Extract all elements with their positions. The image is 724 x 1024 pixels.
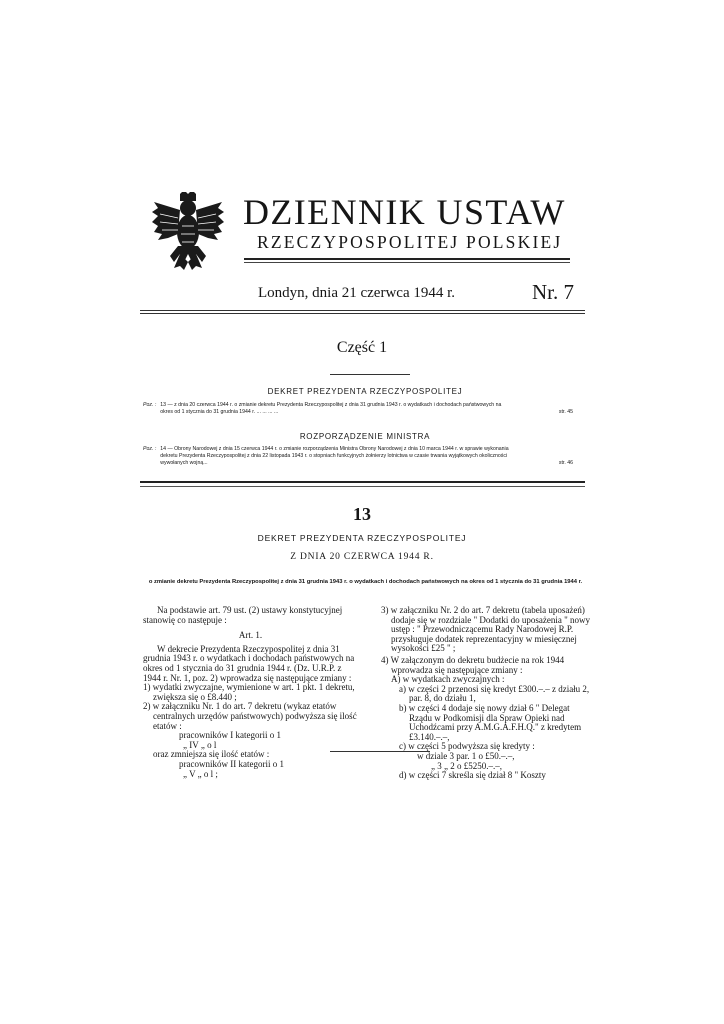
toc-entry xyxy=(143,402,573,416)
list-item: c) w części 5 podwyższa się kredyty : xyxy=(399,741,535,752)
list-item: „ IV „ o l xyxy=(183,739,217,750)
toc-entry-label: Poz. : xyxy=(143,446,157,452)
journal-title: DZIENNIK USTAW xyxy=(243,192,566,232)
list-item: b) w części 4 dodaje się nowy dział 6 " Delegat Rządu w Podkomisji dla Spraw Opieki nad Uchodźcami przy A.M.G.A.F.H.Q." z kredytem £3.140.–.–, xyxy=(399,702,582,742)
section-rule xyxy=(140,481,585,483)
part-rule xyxy=(330,374,410,375)
list-item: „ V „ o l ; xyxy=(183,768,218,779)
list-item: w dziale 3 par. 1 o £50.–.–, xyxy=(417,750,515,761)
issue-number: Nr. 7 xyxy=(532,280,574,304)
list-item: d) w części 7 skreśla się dział 8 " Koszty xyxy=(399,770,546,781)
list-item: oraz zmniejsza się ilość etatów : xyxy=(153,749,270,760)
right-column xyxy=(381,606,591,781)
decree-date: Z DNIA 20 CZERWCA 1944 R. xyxy=(290,552,434,562)
decree-heading: DEKRET PREZYDENTA RZECZYPOSPOLITEJ xyxy=(257,533,467,543)
list-item: 4) W załączonym do dekretu budżecie na rok 1944 wprowadza się następujące zmiany : xyxy=(381,654,565,675)
divider xyxy=(140,313,585,314)
toc-entry-page: str. 46 xyxy=(558,460,573,466)
part-heading: Część 1 xyxy=(336,339,388,356)
header-rule xyxy=(244,258,570,260)
list-item: pracowników I kategorii o 1 xyxy=(179,730,281,741)
decree-subject: o zmianie dekretu Prezydenta Rzeczypospolitej z dnia 31 grudnia 1943 r. o wydatkach i dochodach państwowych na okres od 1 stycznia do 31 grudnia 1944 r. xyxy=(148,579,583,585)
toc-heading-decree: DEKRET PREZYDENTA RZECZYPOSPOLITEJ xyxy=(267,387,463,396)
list-item: A) w wydatkach zwyczajnych : xyxy=(391,674,505,685)
divider xyxy=(140,310,585,311)
list-item: 1) wydatki zwyczajne, wymienione w art. 1 pkt. 1 dekretu, zwiększa się o £8.440 ; xyxy=(143,682,355,702)
decree-number: 13 xyxy=(353,504,371,524)
left-column xyxy=(143,606,358,779)
list-item: „ 3 „ 2 o £5250.–.–, xyxy=(431,760,502,771)
eagle-emblem-icon xyxy=(150,192,226,272)
column-divider xyxy=(330,751,430,752)
journal-subtitle: RZECZYPOSPOLITEJ POLSKIEJ xyxy=(257,232,563,252)
issue-dateline: Londyn, dnia 21 czerwca 1944 r. xyxy=(258,285,456,301)
article-heading: Art. 1. xyxy=(238,630,263,641)
toc-heading-regulation: ROZPORZĄDZENIE MINISTRA xyxy=(299,432,431,441)
list-item: pracowników II kategorii o 1 xyxy=(179,758,284,769)
toc-entry-text: 14 — Obrony Narodowej z dnia 15 czerwca 1944 r. o zmianie rozporządzenia Ministra Obrony Narodowej z dnia 10 marca 1944 r. w sprawie wykonania dekretu Prezydenta Rzeczypospolitej z dnia 22 listopada 1943 r. o stopniach funkcyjnych żołnierzy lotnictwa w czasie trwania wyjątkowych okoliczności wywołanych wojną... xyxy=(160,446,509,466)
list-item: 3) w załączniku Nr. 2 do art. 7 dekretu (tabela uposażeń) dodaje się w rozdziale " Dodatki do uposażenia " nowy ustęp : " Przewodniczącemu Rady Narodowej R.P. przysługuje dodatek reprezentacyjny w miesięcznej wysokości £25 " ; xyxy=(381,605,591,654)
paragraph: Na podstawie art. 79 ust. (2) ustawy konstytucyjnej stanowię co następuje : xyxy=(143,605,343,625)
header-rule-thin xyxy=(244,262,570,263)
section-rule-thin xyxy=(140,486,585,487)
paragraph: W dekrecie Prezydenta Rzeczypospolitej z dnia 31 grudnia 1943 r. o wydatkach i dochodach państwowych na okres od 1 stycznia do 31 grudnia 1944 r. (Dz. U.R.P. z 1944 r. Nr. 1, poz. 2) wprowadza się następujące zmiany : xyxy=(143,643,355,683)
toc-entry-page: str. 45 xyxy=(558,409,573,415)
list-item: 2) w załączniku Nr. 1 do art. 7 dekretu (wykaz etatów centralnych urzędów państwowych) podwyższa się ilość etatów : xyxy=(143,701,357,731)
toc-entry-label: Poz. : xyxy=(143,402,157,408)
toc-entry-text: 13 — z dnia 20 czerwca 1944 r. o zmianie dekretu Prezydenta Rzeczypospolitej z dnia 31 grudnia 1943 r. o wydatkach i dochodach państwowych na okres od 1 stycznia do 31 grudnia 1944 r. ... ... ... ... xyxy=(160,402,502,415)
list-item: a) w części 2 przenosi się kredyt £300.–.– z działu 2, par. 8, do działu 1, xyxy=(399,683,590,704)
toc-entry xyxy=(143,446,573,467)
